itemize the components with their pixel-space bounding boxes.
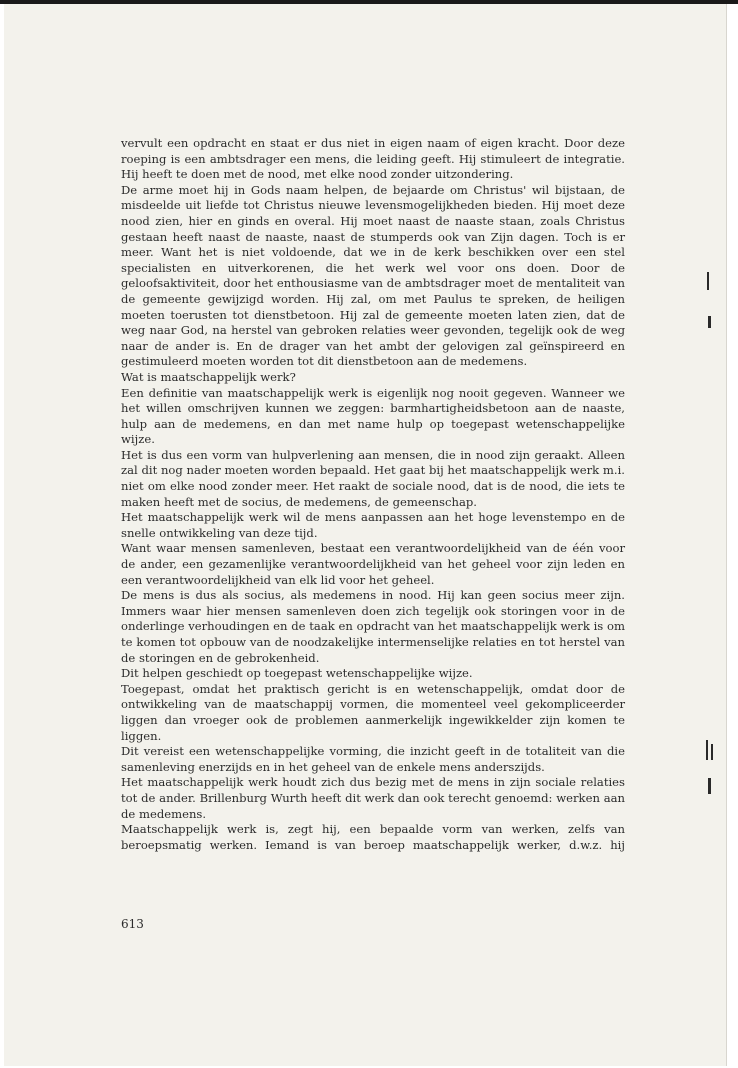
paragraph: Het is dus een vorm van hulpverlening aan mensen, die in nood zijn geraakt. Alleen zal dit nog nader moeten worden bepaald. Het gaat bij het maatschappelijk werk m.i. niet om elke nood zonder meer. Het raakt de sociale nood, dat is de nood, die iets te maken heeft met de socius, de medemens, de gemeenschap. xyxy=(121,447,625,509)
paragraph: Het maatschappelijk werk wil de mens aanpassen aan het hoge levenstempo en de snelle ontwikkeling van deze tijd. xyxy=(121,510,625,540)
paragraph: vervult een opdracht en staat er dus niet in eigen naam of eigen kracht. Door deze roeping is een ambtsdrager een mens, die leiding geeft. Hij stimuleert de integratie. Hij heeft te doen met de nood, met elke nood zonder uitzondering. xyxy=(121,136,625,182)
paragraph: Dit vereist een wetenschappelijke vorming, die inzicht geeft in de totaliteit van die samenleving enerzijds en in het geheel van de enkele mens anderszijds. xyxy=(121,744,625,774)
bleed-mark xyxy=(711,744,713,760)
book-page xyxy=(4,4,727,1066)
bleed-mark xyxy=(707,272,709,290)
paragraph: De arme moet hij in Gods naam helpen, de bejaarde om Christus' wil bijstaan, de misdeelde uit liefde tot Christus nieuwe levensmogelijkheden bieden. Hij moet deze nood zien, hier en ginds en overal. Hij moet naast de naaste staan, zoals Christus gestaan heeft naast de naaste, naast de stumperds ook van Zijn dagen. Toch is er meer. Want het is niet voldoende, dat we in de kerk beschikken over een stel specialisten en uitverkorenen, die het werk wel voor ons doen. Door de geloofsaktiviteit, door het enthousiasme van de ambtsdrager moet de mentaliteit van de gemeente gewijzigd worden. Hij zal, om met Paulus te spreken, de heiligen moeten toerusten tot dienstbetoon. Hij zal de gemeente moeten laten zien, dat de weg naar God, na herstel van gebroken relaties weer gevonden, tegelijk ook de weg naar de ander is. En de drager van het ambt der gelovigen zal geïnspireerd en gestimuleerd moeten worden tot dit dienstbetoon aan de medemens. xyxy=(121,182,625,369)
paragraph: Dit helpen geschiedt op toegepast wetenschappelijke wijze. xyxy=(121,666,473,681)
paragraph: Toegepast, omdat het praktisch gericht is en wetenschappelijk, omdat door de ontwikkeling van de maatschappij vormen, die momenteel veel gekompliceerder liggen dan vroeger ook de problemen aanmerkelijk ingewikkelder zijn komen te liggen. xyxy=(121,681,625,743)
paragraph: Een definitie van maatschappelijk werk is eigenlijk nog nooit gegeven. Wanneer we het willen omschrijven kunnen we zeggen: barmhartigheidsbetoon aan de naaste, hulp aan de medemens, en dan met name hulp op toegepast wetenschappelijke wijze. xyxy=(121,385,625,447)
page-number: 613 xyxy=(121,917,144,931)
bleed-mark xyxy=(708,316,711,328)
paragraph: Het maatschappelijk werk houdt zich dus bezig met de mens in zijn sociale relaties tot de ander. Brillenburg Wurth heeft dit werk dan ook terecht genoemd: werken aan de medemens. xyxy=(121,775,625,821)
paragraph: De mens is dus als socius, als medemens in nood. Hij kan geen socius meer zijn. Immers waar hier mensen samenleven doen zich tegelijk ook storingen voor in de onderlinge verhoudingen en de taak en opdracht van het maatschappelijk werk is om te komen tot opbouw van de noodzakelijke intermenselijke relaties en tot herstel van de storingen en de gebrokenheid. xyxy=(121,588,625,665)
bleed-mark xyxy=(708,778,711,794)
paragraph: Want waar mensen samenleven, bestaat een verantwoordelijkheid van de één voor de ander, een gezamenlijke verantwoordelijkheid van het geheel voor zijn leden en een verantwoordelijkheid van elk lid voor het geheel. xyxy=(121,541,625,587)
body-text xyxy=(121,136,625,853)
section-question: Wat is maatschappelijk werk? xyxy=(121,369,296,384)
bleed-mark xyxy=(706,740,708,760)
paragraph: Maatschappelijk werk is, zegt hij, een bepaalde vorm van werken, zelfs van beroepsmatig werken. Iemand is van beroep maatschappelijk werker, d.w.z. hij xyxy=(121,822,625,852)
